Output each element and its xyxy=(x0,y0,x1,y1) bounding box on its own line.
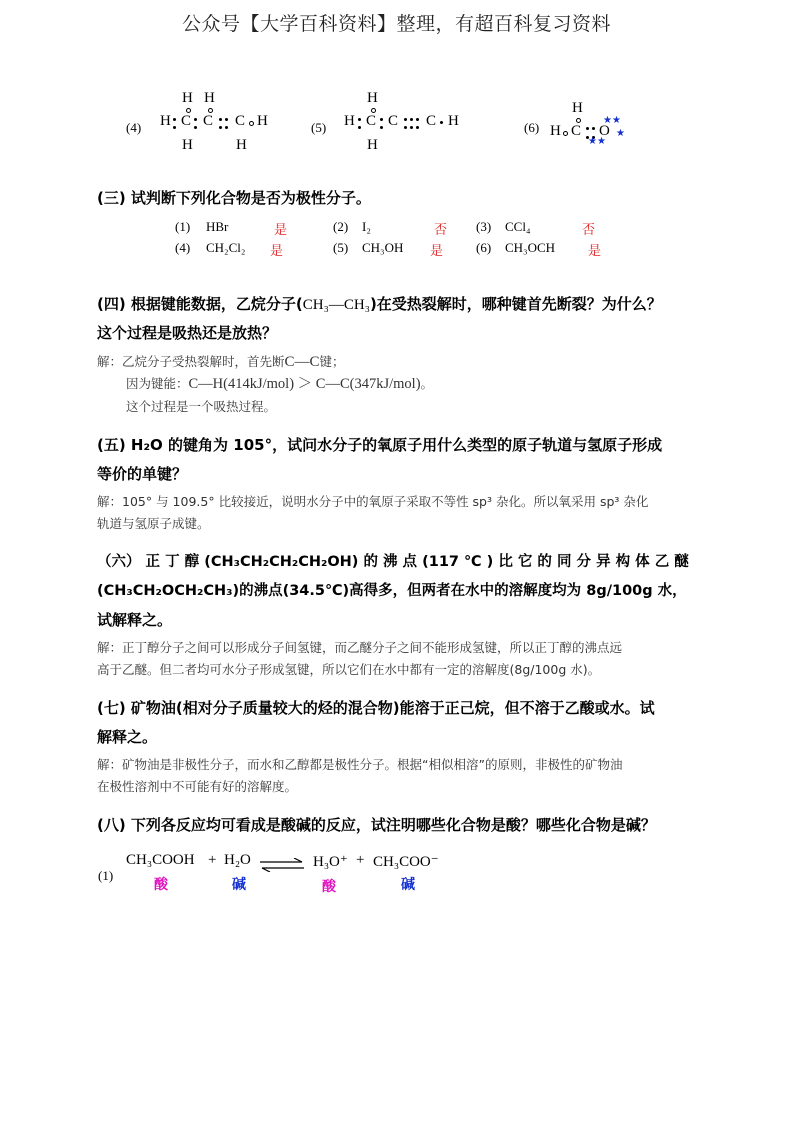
acetic-acid: CH₃COOH xyxy=(126,852,195,868)
lewis-structures xyxy=(0,88,793,158)
q4-title-line2: 这个过程是吸热还是放热？ xyxy=(97,324,278,342)
q7-answer-2: 在极性溶剂中不可能有好的溶解度。 xyxy=(97,779,298,794)
equilibrium-arrow-icon xyxy=(258,858,306,872)
label-acid-2: 酸 xyxy=(322,879,336,895)
water: H₂O xyxy=(224,852,251,868)
reaction-1: (1) CH₃COOH + H₂O H₃O⁺ + CH₃COO⁻ 酸 碱 酸 碱 xyxy=(98,852,439,895)
q7-answer-1: 解：矿物油是非极性分子，而水和乙醇都是极性分子。根据“相似相溶”的原则，非极性的矿物油 xyxy=(97,757,623,772)
answer-5: 是 xyxy=(430,243,444,258)
structure-5-label: (5) xyxy=(311,120,327,135)
q4-title: (四) 根据键能数据，乙烷分子(CH₃—CH₃)在受热裂解时，哪种键首先断裂？为什么？ xyxy=(97,295,662,313)
q6-title-line1: （六） 正 丁 醇 (CH₃CH₂CH₂CH₂OH) 的 沸 点 (117 ℃ ) 比 它 的 同 分 异 构 体 乙 醚 xyxy=(97,554,689,570)
q5-answer-1: 解：105° 与 109.5° 比较接近，说明水分子中的氧原子采取不等性 sp³ 杂化。所以氧采用 sp³ 杂化 xyxy=(97,494,649,509)
q6-answer-2: 高于乙醚。但二者均可水分子形成氢键，所以它们在水中都有一定的溶解度(8g/100g 水)。 xyxy=(97,662,601,677)
q4-answer-2: 因为键能：C—H(414kJ/mol) ＞ C—C(347kJ/mol)。 xyxy=(126,376,434,392)
structure-6-formaldehyde: H H C O ★★ ★ ★★ xyxy=(550,100,625,147)
answer-1: 是 xyxy=(274,222,288,237)
q5-title-line2: 等价的单键？ xyxy=(97,465,188,483)
structure-4-label: (4) xyxy=(126,120,142,135)
answer-2: 否 xyxy=(434,222,448,237)
q7-title-line1: (七) 矿物油(相对分子质量较大的烃的混合物)能溶于正己烷，但不溶于乙酸或水。试 xyxy=(97,699,655,717)
q8-title: (八) 下列各反应均可看成是酸碱的反应，试注明哪些化合物是酸？哪些化合物是碱？ xyxy=(97,816,656,834)
q4-answer-1: 解：乙烷分子受热裂解时，首先断C—C键； xyxy=(97,354,345,370)
q5-answer-2: 轨道与氢原子成键。 xyxy=(97,516,210,531)
structure-6-label: (6) xyxy=(524,120,540,135)
answer-4: 是 xyxy=(270,243,284,258)
q6-title-line3: 试解释之。 xyxy=(97,611,173,629)
page-header: 公众号【大学百科资料】整理，有超百科复习资料 xyxy=(181,13,611,35)
label-base-2: 碱 xyxy=(401,877,415,893)
answer-3: 否 xyxy=(582,222,596,237)
label-acid-1: 酸 xyxy=(154,877,168,893)
q6-title-line2: (CH₃CH₂OCH₂CH₃)的沸点(34.5℃)高得多，但两者在水中的溶解度均为 8g/100g 水， xyxy=(97,583,687,599)
q5-title-line1: (五) H₂O 的键角为 105°，试问水分子的氧原子用什么类型的原子轨道与氢原子形成 xyxy=(97,436,663,454)
q3-table: (1) HBr 是 (2) I₂ 否 (3) CCl₄ 否 (4) CH₂Cl₂ 是 (5) CH₃OH 是 (6) CH₃OCH 是 xyxy=(175,219,602,258)
answer-6: 是 xyxy=(588,243,602,258)
q7-title-line2: 解释之。 xyxy=(97,728,158,746)
structure-5-propyne: H H C C C H H xyxy=(344,90,459,153)
q3-title: (三) 试判断下列化合物是否为极性分子。 xyxy=(97,189,371,207)
structure-4-ethylene: H H H C C C H H H xyxy=(160,90,268,153)
q4-answer-3: 这个过程是一个吸热过程。 xyxy=(126,399,277,414)
label-base-1: 碱 xyxy=(232,877,246,893)
acetate: CH₃COO⁻ xyxy=(373,854,439,870)
hydronium: H₃O⁺ xyxy=(313,854,348,870)
q6-answer-1: 解：正丁醇分子之间可以形成分子间氢键，而乙醚分子之间不能形成氢键，所以正丁醇的沸点远 xyxy=(97,640,623,655)
